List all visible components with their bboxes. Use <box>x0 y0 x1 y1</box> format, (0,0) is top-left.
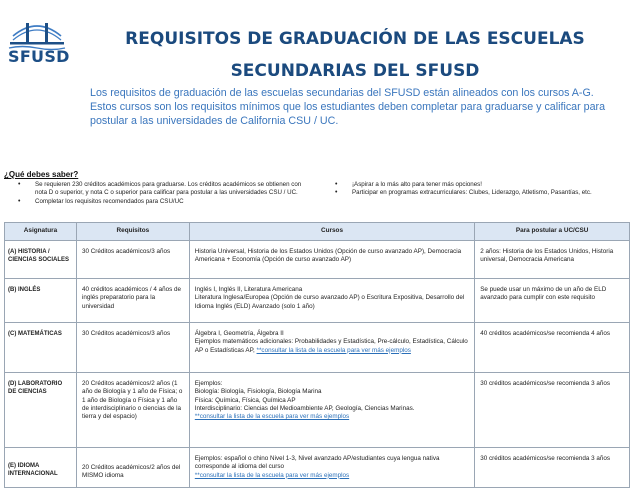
bullet-item: • Completar los requisitos recomendados para CSU/UC <box>16 198 306 206</box>
what-to-know-heading: ¿Qué debes saber? <box>4 170 79 179</box>
courses-cell <box>189 279 474 323</box>
table-row <box>5 448 630 488</box>
bullet-item: • Se requieren 230 créditos académicos para graduarse. Los créditos académicos se obtienen con nota D o superior, y nota C o superior para calificar para postular a las universidades CSU / UC. <box>16 181 306 198</box>
bullet-item: • Participar en programas extracurriculares: Clubes, Liderazgo, Atletismo, Pasantías, etc. <box>333 189 623 197</box>
header-uc-csu: Para postular a UC/CSU <box>475 223 630 241</box>
table-row <box>5 279 630 323</box>
uc-cell: Se puede usar un máximo de un año de ELD avanzado para cumplir con este requisito <box>475 279 630 323</box>
uc-cell: 30 créditos académicos/se recomienda 3 años <box>475 448 630 488</box>
course-line: Física: Química, Física, Química AP <box>194 396 296 404</box>
course-line: Literatura Inglesa/Europea (Opción de curso avanzado AP) o Escritura Expositiva, Desarrollo del Idioma Inglés (ELD) Avanzado (solo 1 año) <box>194 294 465 310</box>
requirements-cell: 30 Créditos académicos/3 años <box>76 241 189 279</box>
header-subject: Asignatura <box>5 223 77 241</box>
course-line: Interdisciplinario: Ciencias del Medioambiente AP, Geología, Ciencias Marinas. <box>194 404 415 412</box>
school-list-link[interactable]: **consultar la lista de la escuela para ver más ejemplos <box>256 346 411 354</box>
logo-text: SFUSD <box>8 47 70 66</box>
intro-paragraph: Los requisitos de graduación de las escuelas secundarias del SFUSD están alineados con los cursos A-G. Estos cursos son los requisitos mínimos que los estudiantes deben completar para graduarse y calificar para postular a las universidades de California CSU / UC. <box>90 87 606 127</box>
header-requirements: Requisitos <box>76 223 189 241</box>
courses-cell <box>189 373 474 448</box>
page-title-line-2: SECUNDARIAS DEL SFUSD <box>230 61 480 81</box>
course-line: Ejemplos matemáticos adicionales: Probabilidades y Estadística, Pre-cálculo, Estadística, Cálculo AP o Estadísticas AP, <box>194 338 468 354</box>
table-row <box>5 373 630 448</box>
table-row <box>5 323 630 373</box>
subject-cell: (B) INGLÉS <box>5 279 77 323</box>
subject-cell: (A) HISTORIA / CIENCIAS SOCIALES <box>5 241 77 279</box>
right-bullet-list <box>333 181 623 198</box>
requirements-cell: 40 créditos académicos / 4 años de inglés preparatorio para la universidad <box>76 279 189 323</box>
header-courses: Cursos <box>189 223 474 241</box>
bullet-item: • ¡Aspirar a lo más alto para tener más opciones! <box>333 181 623 189</box>
course-line: Ejemplos: español o chino Nivel 1-3, Nivel avanzado AP/estudiantes cuya lengua nativa corresponde al idioma del curso <box>194 455 440 471</box>
courses-cell <box>189 448 474 488</box>
uc-cell: 30 créditos académicos/se recomienda 3 años <box>475 373 630 448</box>
uc-cell: 2 años: Historia de los Estados Unidos, Historia universal, Democracia Americana <box>475 241 630 279</box>
subject-cell: (D) LABORATORIO DE CIENCIAS <box>5 373 77 448</box>
course-line: Álgebra I, Geometría, Álgebra II <box>194 330 284 337</box>
course-line: Ejemplos: <box>194 380 223 387</box>
course-line: Inglés I, Inglés II, Literatura Americana <box>194 286 303 293</box>
subject-cell: (C) MATEMÁTICAS <box>5 323 77 373</box>
requirements-cell: 20 Créditos académicos/2 años del MISMO idioma <box>76 448 189 488</box>
requirements-cell: 30 Créditos académicos/3 años <box>76 323 189 373</box>
left-bullet-list <box>16 181 306 206</box>
page-title-line-1: REQUISITOS DE GRADUACIÓN DE LAS ESCUELAS <box>125 29 585 49</box>
courses-cell <box>189 323 474 373</box>
course-line: Historia Universal, Historia de los Estados Unidos (Opción de curso avanzado AP), Democracia Americana + Economía (Opción de curso avanzado AP) <box>194 248 462 264</box>
course-line: Biología: Biología, Fisiología, Biología Marina <box>194 388 322 396</box>
table-row <box>5 241 630 279</box>
subject-cell: (E) IDIOMA INTERNACIONAL <box>5 448 77 488</box>
courses-cell <box>189 241 474 279</box>
uc-cell: 40 créditos académicos/se recomienda 4 años <box>475 323 630 373</box>
requirements-table <box>4 222 630 488</box>
school-list-link[interactable]: **consultar la lista de la escuela para ver más ejemplos <box>194 413 350 421</box>
requirements-cell: 20 Créditos académicos/2 años (1 año de Biología y 1 año de Física; o 1 año de Biología o Física y 1 año de interdisciplinario o ciencias de la tierra y del espacio) <box>76 373 189 448</box>
school-list-link[interactable]: **consultar la lista de la escuela para ver más ejemplos <box>194 471 350 479</box>
table-header-row <box>5 223 630 241</box>
